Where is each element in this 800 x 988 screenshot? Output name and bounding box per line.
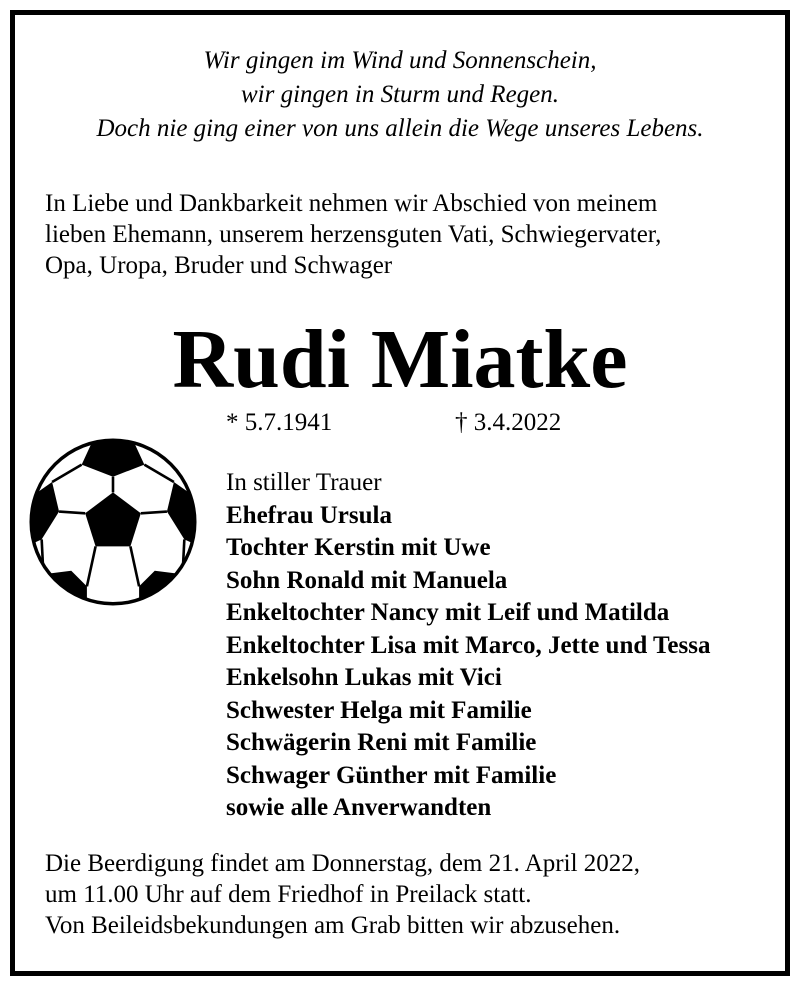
birth-date: * 5.7.1941: [226, 409, 333, 436]
mourner-entry: Tochter Kerstin mit Uwe: [226, 534, 491, 561]
mourner-entry: Sohn Ronald mit Manuela: [226, 566, 508, 594]
funeral-details: [45, 848, 640, 941]
funeral-line: um 11.00 Uhr auf dem Friedhof in Preilack statt.: [45, 881, 532, 908]
mourner-entry: sowie alle Anverwandten: [226, 794, 492, 821]
intro-line: In Liebe und Dankbarkeit nehmen wir Abschied von meinem: [45, 190, 658, 217]
poem-line: wir gingen in Sturm und Regen.: [240, 81, 560, 108]
mourner-entry: Schwager Günther mit Familie: [226, 761, 557, 789]
mourner-entry: Ehefrau Ursula: [226, 501, 392, 529]
mourners-list: [226, 467, 711, 825]
intro-line: lieben Ehemann, unserem herzensguten Vati, Schwiegervater,: [45, 221, 662, 248]
poem-line: Doch nie ging einer von uns allein die Wege unseres Lebens.: [96, 115, 704, 142]
mourner-entry: Schwester Helga mit Familie: [226, 696, 532, 724]
mourner-entry: Enkeltochter Lisa mit Marco, Jette und Tessa: [226, 631, 711, 659]
funeral-line: Die Beerdigung findet am Donnerstag, dem 21. April 2022,: [45, 850, 641, 877]
farewell-intro: [45, 188, 661, 281]
mourner-entry: Enkelsohn Lukas mit Vici: [226, 664, 502, 691]
intro-line: Opa, Uropa, Bruder und Schwager: [45, 252, 393, 279]
mourner-entry: Schwägerin Reni mit Familie: [226, 729, 537, 756]
soccer-ball-icon: [26, 435, 200, 609]
mourning-intro: In stiller Trauer: [226, 469, 382, 496]
mourner-entry: Enkeltochter Nancy mit Leif und Matilda: [226, 599, 670, 626]
deceased-name: Rudi Miatke: [172, 313, 628, 406]
death-date: † 3.4.2022: [455, 409, 562, 436]
poem: [0, 44, 800, 146]
funeral-line: Von Beileidsbekundungen am Grab bitten wir abzusehen.: [45, 912, 621, 939]
poem-line: Wir gingen im Wind und Sonnenschein,: [203, 47, 597, 74]
